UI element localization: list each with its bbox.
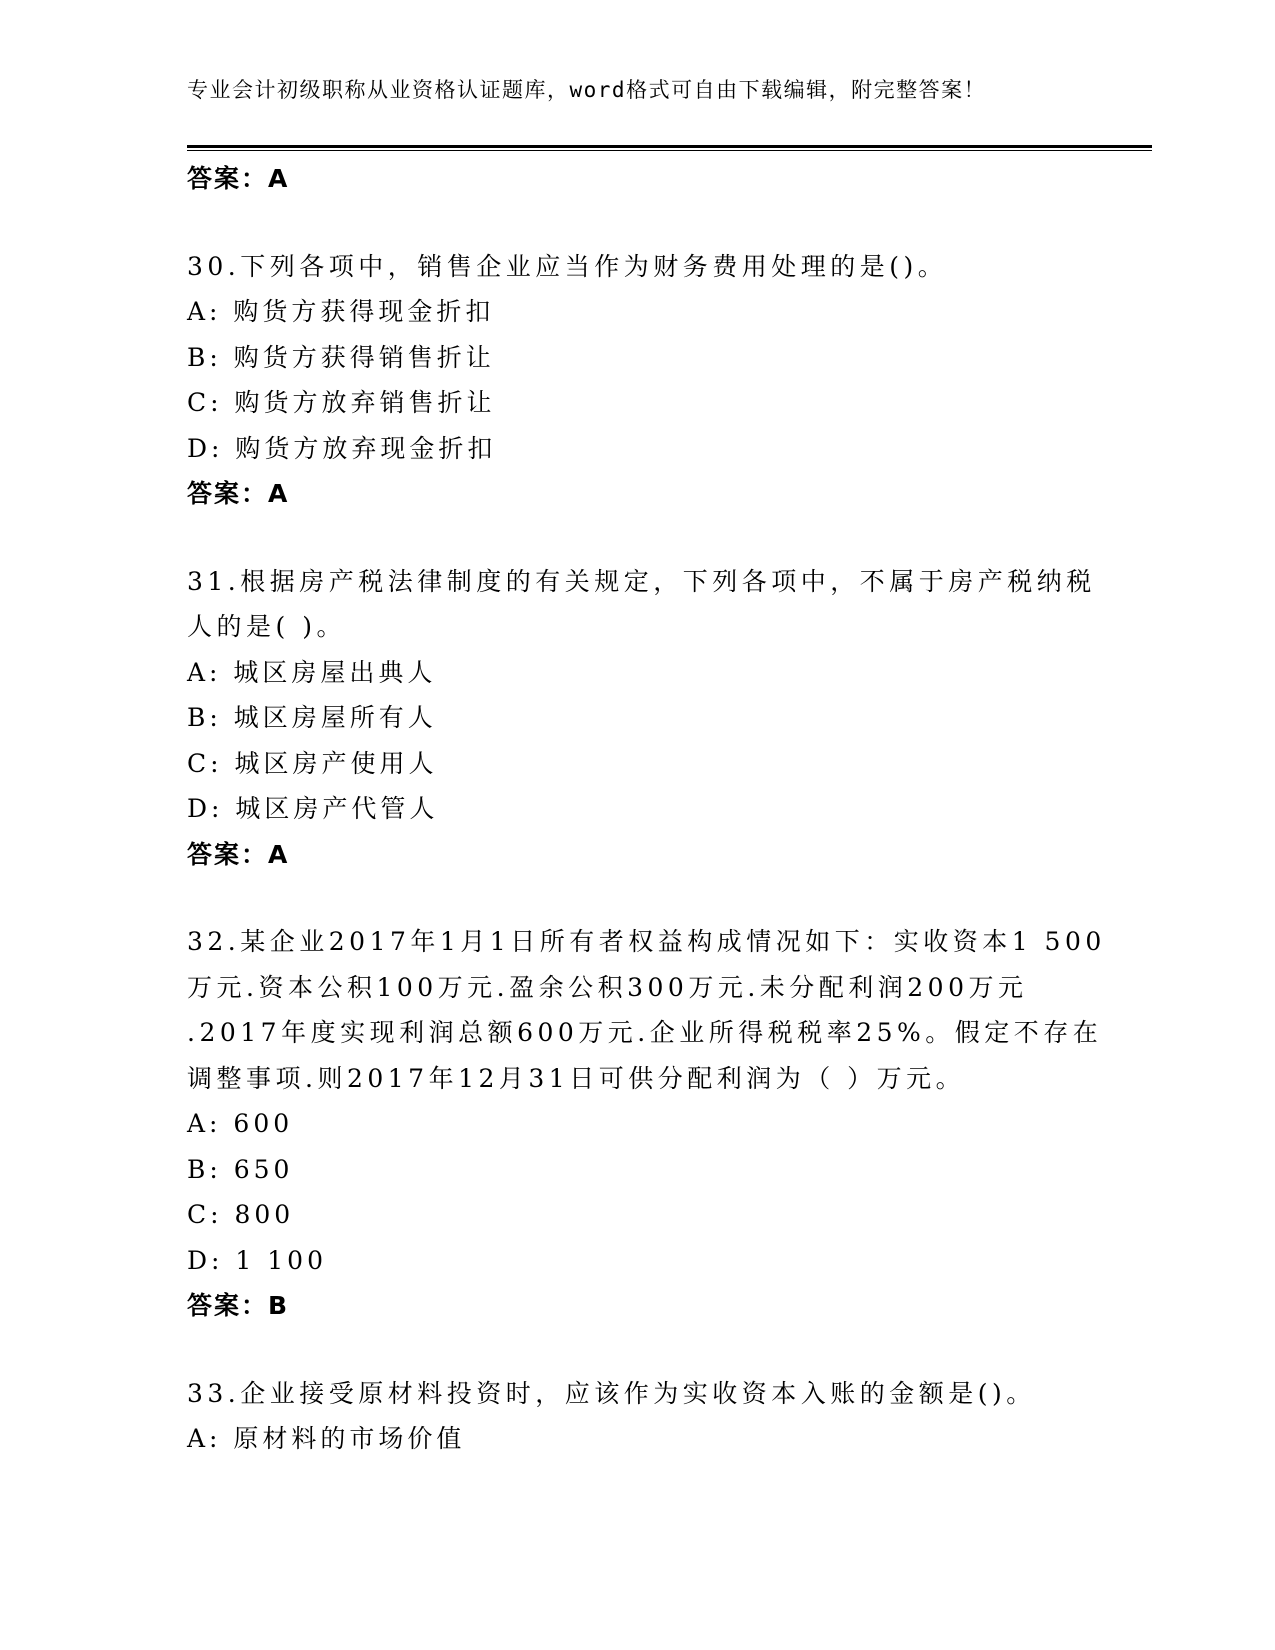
question-block-31 — [187, 559, 1096, 878]
answer-line: 答案：A — [187, 839, 290, 869]
option-c: C: 800 — [187, 1200, 295, 1229]
option-b: B: 650 — [187, 1154, 294, 1184]
option-d: D: 城区房产代管人 — [187, 794, 439, 823]
question-block-30 — [187, 244, 1087, 517]
option-c: C: 购货方放弃销售折让 — [187, 388, 496, 417]
block-gap — [187, 517, 1087, 559]
option-a: A: 购货方获得现金折扣 — [187, 297, 495, 326]
option-b: B: 购货方获得销售折让 — [187, 342, 495, 372]
answer-line: 答案：B — [187, 1291, 290, 1320]
question-stem-line: 调整事项.则2017年12月31日可供分配利润为（ ）万元。 — [187, 1063, 966, 1093]
answer-line: 答案：A — [187, 164, 290, 193]
block-gap — [187, 1329, 1087, 1371]
answer-line: 答案：A — [187, 479, 290, 508]
option-a: A: 城区房屋出典人 — [187, 657, 437, 687]
question-block-33 — [187, 1371, 1087, 1462]
option-d: D: 1 100 — [187, 1245, 327, 1275]
option-a: A: 原材料的市场价值 — [187, 1424, 466, 1453]
question-stem-line: 31.根据房产税法律制度的有关规定，下列各项中，不属于房产税纳税 — [187, 566, 1096, 596]
option-b: B: 城区房屋所有人 — [187, 703, 437, 732]
question-stem-line: 33.企业接受原材料投资时，应该作为实收资本入账的金额是()。 — [187, 1378, 1036, 1408]
block-gap — [187, 202, 1087, 244]
header-rule-thin — [187, 150, 1152, 151]
block-gap — [187, 877, 1087, 919]
question-stem-line: 人的是( )。 — [187, 612, 346, 641]
question-stem-line: 32.某企业2017年1月1日所有者权益构成情况如下：实收资本1 500 — [187, 927, 1106, 956]
question-list — [187, 156, 1106, 1462]
header-rule-thick — [187, 145, 1152, 148]
option-a: A: 600 — [187, 1109, 294, 1138]
question-stem-line: 万元.资本公积100万元.盈余公积300万元.未分配利润200万元 — [187, 972, 1028, 1002]
option-c: C: 城区房产使用人 — [187, 748, 438, 778]
question-stem-line: 30.下列各项中，销售企业应当作为财务费用处理的是()。 — [187, 251, 948, 281]
question-block-32 — [187, 919, 1106, 1329]
question-stem-line: .2017年度实现利润总额600万元.企业所得税税率25%。假定不存在 — [187, 1018, 1103, 1047]
page-header-text: 专业会计初级职称从业资格认证题库，word格式可自由下载编辑，附完整答案！ — [187, 78, 987, 102]
option-d: D: 购货方放弃现金折扣 — [187, 433, 497, 463]
